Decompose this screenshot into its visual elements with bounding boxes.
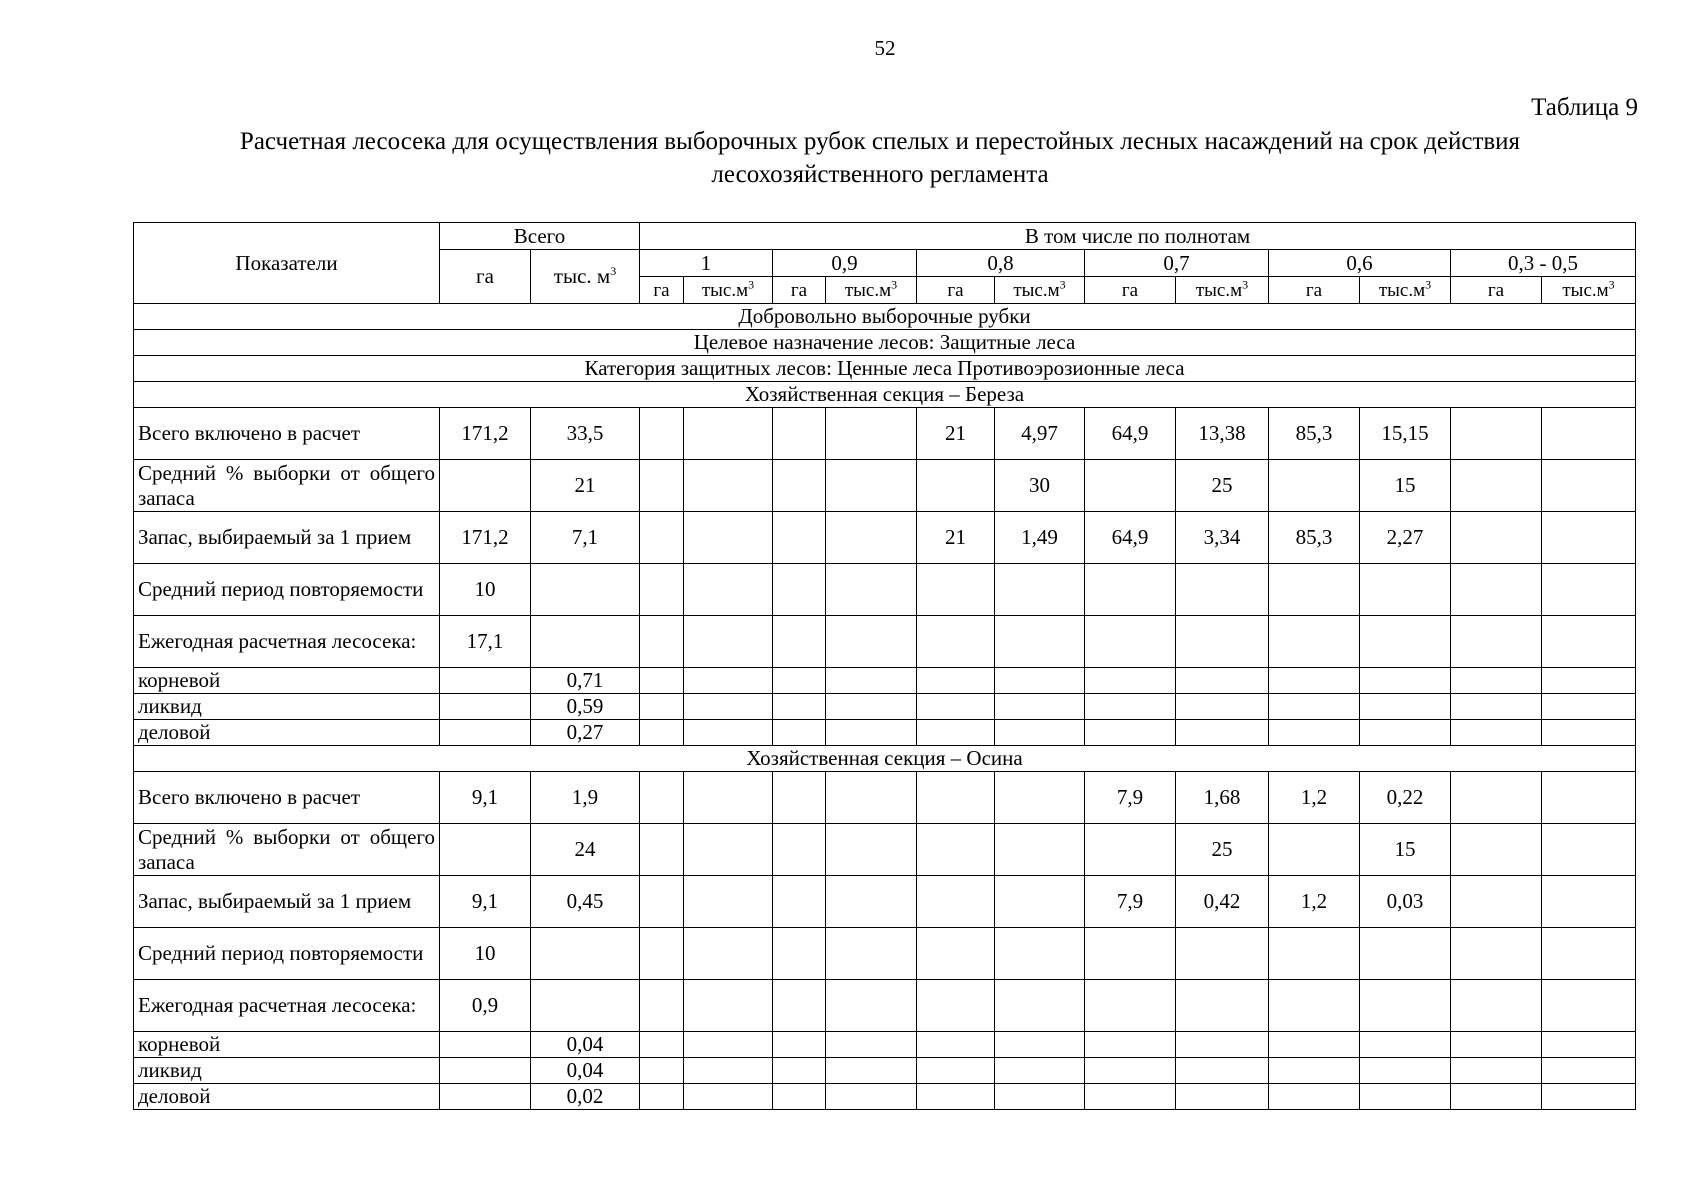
row-label: Всего включено в расчет xyxy=(134,408,440,460)
table-cell: 171,2 xyxy=(440,408,531,460)
table-cell xyxy=(1451,408,1542,460)
table-cell xyxy=(917,1032,995,1058)
table-cell: 15 xyxy=(1360,824,1451,876)
table-cell xyxy=(773,772,826,824)
table-cell xyxy=(640,408,684,460)
table-cell: 2,27 xyxy=(1360,512,1451,564)
table-cell: 7,9 xyxy=(1085,772,1176,824)
table-cell: 1,68 xyxy=(1176,772,1269,824)
table-cell xyxy=(1451,928,1542,980)
table-row xyxy=(134,928,1636,980)
table-cell xyxy=(1542,512,1636,564)
table-cell xyxy=(1451,772,1542,824)
table-cell xyxy=(1360,1058,1451,1084)
table-cell xyxy=(773,1058,826,1084)
table-cell xyxy=(995,564,1085,616)
row-label: Запас, выбираемый за 1 прием xyxy=(134,876,440,928)
table-cell xyxy=(995,1058,1085,1084)
table-cell xyxy=(640,980,684,1032)
table-cell: 21 xyxy=(917,512,995,564)
row-label: Средний период повторяемости xyxy=(134,928,440,980)
table-cell: 1,9 xyxy=(531,772,640,824)
table-cell: 171,2 xyxy=(440,512,531,564)
table-cell xyxy=(1085,928,1176,980)
table-cell xyxy=(1542,460,1636,512)
table-cell xyxy=(917,460,995,512)
table-cell xyxy=(826,928,917,980)
table-cell xyxy=(917,772,995,824)
table-cell xyxy=(1269,1032,1360,1058)
table-cell: 17,1 xyxy=(440,616,531,668)
table-cell xyxy=(684,1032,773,1058)
table-cell xyxy=(1085,564,1176,616)
section-title xyxy=(134,382,1636,408)
table-cell xyxy=(1451,564,1542,616)
table-cell xyxy=(773,408,826,460)
table-row xyxy=(134,668,1636,694)
table-cell xyxy=(826,1058,917,1084)
band-forest-category xyxy=(134,356,1636,382)
table-cell: 1,2 xyxy=(1269,876,1360,928)
table-cell xyxy=(1542,694,1636,720)
table-cell: 0,42 xyxy=(1176,876,1269,928)
table-cell xyxy=(995,928,1085,980)
table-cell xyxy=(1176,668,1269,694)
table-cell xyxy=(995,1032,1085,1058)
header-row-1 xyxy=(134,223,1636,250)
table-cell xyxy=(1085,824,1176,876)
table-cell: 7,1 xyxy=(531,512,640,564)
table-cell: 9,1 xyxy=(440,876,531,928)
table-cell: 15 xyxy=(1360,460,1451,512)
table-cell xyxy=(1176,1032,1269,1058)
table-cell xyxy=(440,824,531,876)
table-cell xyxy=(640,876,684,928)
table-cell: 21 xyxy=(531,460,640,512)
table-cell xyxy=(773,616,826,668)
table-cell xyxy=(684,824,773,876)
table-cell xyxy=(1360,928,1451,980)
table-cell xyxy=(1269,616,1360,668)
table-cell: 1,49 xyxy=(995,512,1085,564)
table-cell: 0,04 xyxy=(531,1058,640,1084)
table-cell xyxy=(1269,720,1360,746)
table-cell xyxy=(773,980,826,1032)
table-cell xyxy=(826,564,917,616)
table-cell: 85,3 xyxy=(1269,512,1360,564)
subheader-ha: га xyxy=(773,277,826,304)
table-cell xyxy=(917,876,995,928)
table-cell xyxy=(995,616,1085,668)
table-cell xyxy=(531,928,640,980)
table-cell xyxy=(640,1084,684,1110)
table-cell: 0,9 xyxy=(440,980,531,1032)
table-cell xyxy=(773,512,826,564)
table-cell: 10 xyxy=(440,928,531,980)
subheader-volume: $тыс.м^3$ xyxy=(1176,277,1269,304)
table-cell xyxy=(995,980,1085,1032)
subheader-ha: га xyxy=(1085,277,1176,304)
table-cell xyxy=(917,720,995,746)
row-label: Запас, выбираемый за 1 прием xyxy=(134,512,440,564)
table-cell xyxy=(1176,616,1269,668)
header-density-1: 1 xyxy=(640,250,773,277)
row-label: Средний период повторяемости xyxy=(134,564,440,616)
table-cell xyxy=(1542,980,1636,1032)
table-row xyxy=(134,1032,1636,1058)
header-density-0-9: 0,9 xyxy=(773,250,917,277)
table-cell xyxy=(684,876,773,928)
table-row xyxy=(134,616,1636,668)
header-density-0-6: 0,6 xyxy=(1269,250,1451,277)
table-cell xyxy=(684,616,773,668)
table-cell xyxy=(773,928,826,980)
table-cell: 1,2 xyxy=(1269,772,1360,824)
table-cell xyxy=(917,564,995,616)
row-label: корневой xyxy=(134,668,440,694)
table-cell xyxy=(1451,616,1542,668)
table-cell xyxy=(1451,1058,1542,1084)
table-cell xyxy=(440,460,531,512)
table-cell xyxy=(1085,668,1176,694)
table-cell xyxy=(1085,720,1176,746)
table-cell xyxy=(1360,564,1451,616)
table-cell xyxy=(684,460,773,512)
table-cell xyxy=(917,668,995,694)
table-cell xyxy=(1542,772,1636,824)
table-cell xyxy=(995,694,1085,720)
table-cell xyxy=(1085,980,1176,1032)
table-cell xyxy=(440,668,531,694)
table-cell: 0,45 xyxy=(531,876,640,928)
subheader-volume: $тыс.м^3$ xyxy=(1542,277,1636,304)
table-cell: 0,27 xyxy=(531,720,640,746)
table-cell xyxy=(1451,876,1542,928)
table-row xyxy=(134,1058,1636,1084)
table-cell xyxy=(826,1032,917,1058)
table-cell: 30 xyxy=(995,460,1085,512)
table-cell: 0,03 xyxy=(1360,876,1451,928)
table-cell xyxy=(684,1084,773,1110)
row-label: Ежегодная расчетная лесосека: xyxy=(134,616,440,668)
table-cell xyxy=(1085,1058,1176,1084)
table-cell: 25 xyxy=(1176,460,1269,512)
table-cell: 10 xyxy=(440,564,531,616)
header-total-ha: га xyxy=(440,250,531,304)
band-cutting-type-text: Добровольно выборочные рубки xyxy=(134,304,1636,330)
table-cell xyxy=(1176,1084,1269,1110)
table-cell xyxy=(917,928,995,980)
table-cell xyxy=(917,1058,995,1084)
table-cell xyxy=(684,668,773,694)
table-row xyxy=(134,408,1636,460)
table-cell xyxy=(1451,694,1542,720)
band-cutting-type xyxy=(134,304,1636,330)
table-cell xyxy=(531,616,640,668)
table-cell xyxy=(684,408,773,460)
table-cell xyxy=(1360,668,1451,694)
subheader-ha: га xyxy=(917,277,995,304)
table-cell xyxy=(995,668,1085,694)
subheader-ha: га xyxy=(1269,277,1360,304)
row-label: деловой xyxy=(134,1084,440,1110)
row-label: Средний % выборки от общего запаса xyxy=(134,824,440,876)
table-cell: 4,97 xyxy=(995,408,1085,460)
table-cell xyxy=(640,928,684,980)
table-row xyxy=(134,720,1636,746)
table-cell xyxy=(773,1032,826,1058)
table-row xyxy=(134,824,1636,876)
table-cell xyxy=(1269,668,1360,694)
table-cell xyxy=(684,1058,773,1084)
table-cell xyxy=(684,720,773,746)
table-cell: 25 xyxy=(1176,824,1269,876)
table-cell xyxy=(917,980,995,1032)
table-cell: 85,3 xyxy=(1269,408,1360,460)
table-cell xyxy=(773,824,826,876)
table-cell xyxy=(1360,1032,1451,1058)
table-cell xyxy=(1269,1058,1360,1084)
table-cell xyxy=(531,564,640,616)
table-cell: 0,04 xyxy=(531,1032,640,1058)
table-cell xyxy=(640,512,684,564)
table-cell xyxy=(1451,1032,1542,1058)
table-cell xyxy=(684,512,773,564)
row-label: Всего включено в расчет xyxy=(134,772,440,824)
table-cell xyxy=(773,720,826,746)
row-label: корневой xyxy=(134,1032,440,1058)
table-cell xyxy=(773,564,826,616)
table-cell xyxy=(440,1032,531,1058)
table-cell xyxy=(773,876,826,928)
table-cell xyxy=(684,564,773,616)
table-cell xyxy=(640,668,684,694)
table-cell xyxy=(440,694,531,720)
table-cell xyxy=(1269,980,1360,1032)
table-cell: 0,22 xyxy=(1360,772,1451,824)
table-cell: 0,02 xyxy=(531,1084,640,1110)
table-cell: 21 xyxy=(917,408,995,460)
table-cell xyxy=(1085,1084,1176,1110)
table-cell xyxy=(640,720,684,746)
header-by-density: В том числе по полнотам xyxy=(640,223,1636,250)
table-row xyxy=(134,460,1636,512)
table-cell xyxy=(826,512,917,564)
table-row xyxy=(134,772,1636,824)
table-cell xyxy=(1269,460,1360,512)
header-density-0-3-0-5: 0,3 - 0,5 xyxy=(1451,250,1636,277)
table-cell xyxy=(640,772,684,824)
table-cell xyxy=(826,720,917,746)
row-label: Ежегодная расчетная лесосека: xyxy=(134,980,440,1032)
table-cell xyxy=(1451,720,1542,746)
table-cell xyxy=(1542,876,1636,928)
table-cell xyxy=(1542,824,1636,876)
table-cell xyxy=(995,1084,1085,1110)
table-label: Таблица 9 xyxy=(1531,94,1638,121)
table-cell xyxy=(1542,1032,1636,1058)
table-row xyxy=(134,1084,1636,1110)
header-density-0-8: 0,8 xyxy=(917,250,1085,277)
table-row xyxy=(134,512,1636,564)
table-cell xyxy=(826,694,917,720)
table-cell xyxy=(1176,1058,1269,1084)
band-forest-purpose-text: Целевое назначение лесов: Защитные леса xyxy=(134,330,1636,356)
table-cell xyxy=(1542,1084,1636,1110)
table-cell xyxy=(773,668,826,694)
header-total: Всего xyxy=(440,223,640,250)
subheader-ha: га xyxy=(640,277,684,304)
table-cell xyxy=(684,928,773,980)
table-cell xyxy=(826,772,917,824)
table-cell xyxy=(1451,668,1542,694)
subheader-volume: $тыс.м^3$ xyxy=(684,277,773,304)
table-cell xyxy=(1542,1058,1636,1084)
table-cell xyxy=(1269,564,1360,616)
table-cell xyxy=(1360,980,1451,1032)
allowable-cut-table xyxy=(133,222,1636,1110)
section-title-text: Хозяйственная секция – Осина xyxy=(134,746,1636,772)
table-cell xyxy=(995,720,1085,746)
table-cell xyxy=(1176,720,1269,746)
table-cell xyxy=(1451,980,1542,1032)
table-row xyxy=(134,694,1636,720)
table-cell xyxy=(640,460,684,512)
section-title xyxy=(134,746,1636,772)
table-row xyxy=(134,564,1636,616)
table-cell xyxy=(640,824,684,876)
table-cell xyxy=(1542,668,1636,694)
table-title: Расчетная лесосека для осуществления выборочных рубок спелых и перестойных лесных насаждений на срок действия лесохозяйственного регламента xyxy=(239,128,1521,188)
table-cell xyxy=(640,694,684,720)
table-cell xyxy=(995,772,1085,824)
table-cell xyxy=(1360,694,1451,720)
table-cell xyxy=(640,1058,684,1084)
table-body xyxy=(134,223,1636,1110)
table-cell: 33,5 xyxy=(531,408,640,460)
table-cell xyxy=(531,980,640,1032)
table-cell xyxy=(1451,512,1542,564)
table-cell xyxy=(1176,694,1269,720)
table-cell xyxy=(826,460,917,512)
table-cell xyxy=(917,824,995,876)
table-cell xyxy=(1542,564,1636,616)
table-cell xyxy=(1085,1032,1176,1058)
table-cell: 3,34 xyxy=(1176,512,1269,564)
table-cell xyxy=(640,616,684,668)
header-indicators: Показатели xyxy=(134,223,440,304)
table-cell xyxy=(917,616,995,668)
table-cell xyxy=(826,668,917,694)
table-cell xyxy=(684,694,773,720)
table-cell xyxy=(826,980,917,1032)
header-total-volume: тыс. $м^3$ xyxy=(531,250,640,304)
table-cell xyxy=(1451,824,1542,876)
table-cell xyxy=(773,1084,826,1110)
page-number: 52 xyxy=(874,36,896,60)
table-cell xyxy=(1176,928,1269,980)
table-cell xyxy=(440,1084,531,1110)
table-cell xyxy=(1451,460,1542,512)
subheader-volume: $тыс.м^3$ xyxy=(995,277,1085,304)
table-cell xyxy=(1542,408,1636,460)
table-cell xyxy=(995,824,1085,876)
table-cell: 0,71 xyxy=(531,668,640,694)
section-title-text: Хозяйственная секция – Береза xyxy=(134,382,1636,408)
row-label: Средний % выборки от общего запаса xyxy=(134,460,440,512)
table-cell: 13,38 xyxy=(1176,408,1269,460)
table-cell: 15,15 xyxy=(1360,408,1451,460)
table-cell xyxy=(1542,616,1636,668)
row-label: ликвид xyxy=(134,694,440,720)
table-cell xyxy=(1542,928,1636,980)
table-cell: 0,59 xyxy=(531,694,640,720)
table-cell xyxy=(1269,824,1360,876)
table-cell xyxy=(1542,720,1636,746)
subheader-volume: $тыс.м^3$ xyxy=(826,277,917,304)
table-cell xyxy=(1360,720,1451,746)
table-row xyxy=(134,876,1636,928)
table-cell: 64,9 xyxy=(1085,408,1176,460)
table-cell xyxy=(826,408,917,460)
table-cell: 7,9 xyxy=(1085,876,1176,928)
table-cell: 24 xyxy=(531,824,640,876)
table-cell xyxy=(1085,616,1176,668)
table-cell xyxy=(826,1084,917,1110)
table-cell xyxy=(1269,928,1360,980)
table-cell xyxy=(995,876,1085,928)
table-cell xyxy=(1176,564,1269,616)
table-cell xyxy=(684,980,773,1032)
subheader-ha: га xyxy=(1451,277,1542,304)
row-label: ликвид xyxy=(134,1058,440,1084)
table-cell xyxy=(917,1084,995,1110)
table-cell xyxy=(1269,694,1360,720)
table-cell xyxy=(640,1032,684,1058)
table-cell xyxy=(1360,616,1451,668)
table-cell xyxy=(1360,1084,1451,1110)
table-cell xyxy=(826,824,917,876)
table-cell xyxy=(1176,980,1269,1032)
table-cell xyxy=(826,876,917,928)
table-cell xyxy=(1451,1084,1542,1110)
table-cell: 9,1 xyxy=(440,772,531,824)
table-cell xyxy=(440,1058,531,1084)
table-cell xyxy=(773,460,826,512)
table-cell xyxy=(773,694,826,720)
band-forest-category-text: Категория защитных лесов: Ценные леса Противоэрозионные леса xyxy=(134,356,1636,382)
subheader-volume: $тыс.м^3$ xyxy=(1360,277,1451,304)
table-cell xyxy=(826,616,917,668)
table-cell xyxy=(640,564,684,616)
band-forest-purpose xyxy=(134,330,1636,356)
table-cell xyxy=(440,720,531,746)
row-label: деловой xyxy=(134,720,440,746)
table-row xyxy=(134,980,1636,1032)
table-cell xyxy=(1085,694,1176,720)
table-cell: 64,9 xyxy=(1085,512,1176,564)
table-cell xyxy=(1085,460,1176,512)
table-cell xyxy=(1269,1084,1360,1110)
table-cell xyxy=(684,772,773,824)
table-cell xyxy=(917,694,995,720)
header-density-0-7: 0,7 xyxy=(1085,250,1269,277)
